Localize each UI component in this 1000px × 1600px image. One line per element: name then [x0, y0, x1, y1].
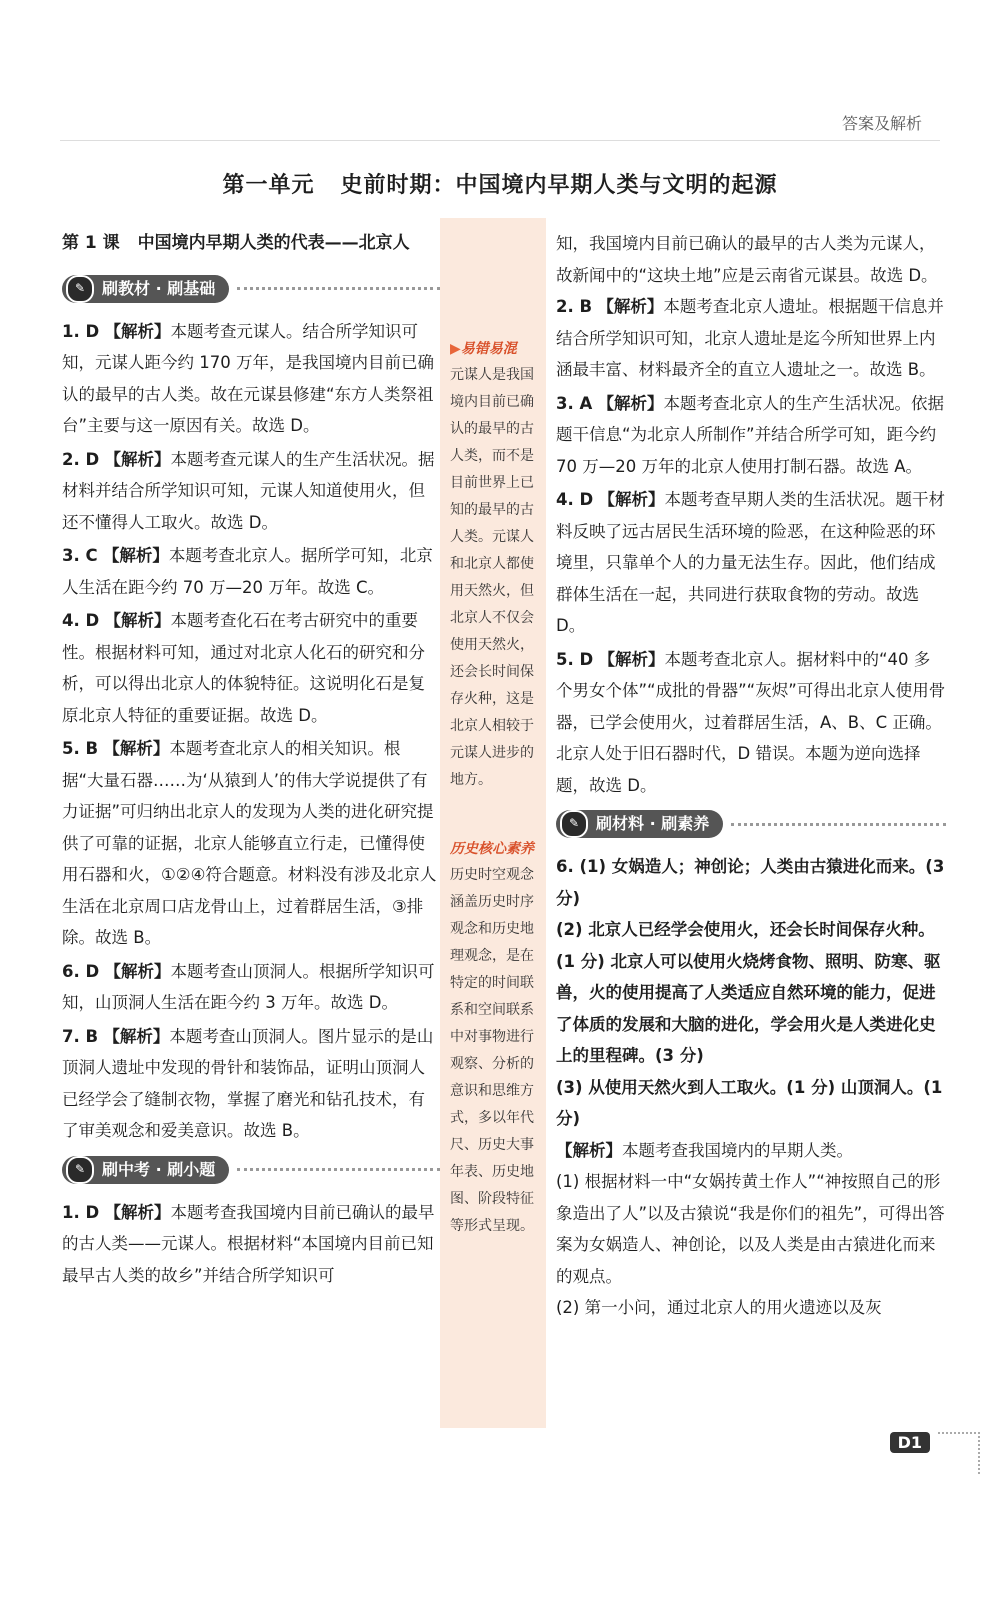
book-icon: ✎: [66, 275, 94, 303]
analysis-tag: 【解析】: [556, 1140, 622, 1160]
question-number: 6. D: [62, 961, 100, 981]
question-text: 本题考查山顶洞人。图片显示的是山顶洞人遗址中发现的骨针和装饰品，证明山顶洞人已经学会了缝制衣物，掌握了磨光和钻孔技术，有了审美观念和爱美意识。故选 B。: [62, 1026, 434, 1140]
mid-question-2: [556, 291, 946, 386]
section-divider: [237, 287, 440, 290]
question-number: 4. D: [556, 490, 594, 509]
analysis-tag: 【解析】: [104, 1202, 171, 1222]
basic-question-3: [62, 540, 440, 603]
question-number: 2. B: [556, 297, 593, 316]
right-column: [556, 228, 946, 1324]
sidebar-head-label: 易错易混: [460, 341, 517, 357]
page-corner-decoration: [938, 1432, 980, 1474]
analysis-tag: 【解析】: [597, 297, 664, 316]
mid-question-3: [556, 388, 946, 483]
analysis-tag: 【解析】: [104, 449, 171, 469]
question-number: 1. D: [62, 1202, 100, 1222]
material-analysis-2: (2) 第一小问，通过北京人的用火遗迹以及灰: [556, 1298, 882, 1317]
page-number: D1: [890, 1432, 930, 1453]
material-q6-part3: (3) 从使用天然火到人工取火。(1 分) 山顶洞人。(1 分): [556, 1077, 943, 1128]
analysis-tag: 【解析】: [598, 649, 665, 669]
question-number: 2. D: [62, 449, 100, 469]
section-basic-pill: [62, 275, 229, 303]
book-icon: ✎: [560, 810, 588, 838]
arrow-icon: ▶: [450, 341, 461, 357]
question-text: 本题考查山顶洞人。根据所学知识可知，山顶洞人生活在距今约 3 万年。故选 D。: [62, 961, 435, 1012]
lesson-number: 第 1 课: [62, 233, 120, 253]
section-basic: [62, 272, 440, 306]
analysis-tag: 【解析】: [597, 393, 664, 413]
header-label: 答案及解析: [841, 114, 922, 133]
left-column: [62, 228, 440, 1293]
unit-title: [0, 168, 1000, 199]
lesson-title: [62, 228, 440, 260]
analysis-tag: 【解析】: [598, 490, 665, 509]
material-analysis-1: (1) 根据材料一中“女娲抟黄土作人”“神按照自己的形象造出了人”以及古猿说“我是你们的祖先”，可得出答案为女娲造人、神创论，以及人类是由古猿进化而来的观点。: [556, 1172, 945, 1286]
section-mid: [62, 1153, 440, 1187]
material-q6-part2: (2) 北京人已经学会使用火，还会长时间保存火种。(1 分) 北京人可以使用火烧烤食物、照明、防寒、驱兽，火的使用提高了人类适应自然环境的能力，促进了体质的发展和大脑的进化，学会用火是人类进化史上的里程碑。(3 分): [556, 920, 941, 1065]
question-text: 本题考查北京人遗址。根据题干信息并结合所学知识可知，北京人遗址是迄今所知世界上内涵最丰富、材料最齐全的直立人遗址之一。故选 B。: [556, 297, 944, 379]
basic-question-4: [62, 605, 440, 731]
section-material-label: 刷材料 · 刷素养: [596, 814, 710, 834]
basic-question-5: [62, 733, 440, 954]
question-text: 本题考查我国境内目前已确认的最早的古人类——元谋人。根据材料“本国境内目前已知最早古人类的故乡”并结合所学知识可: [62, 1202, 435, 1285]
question-text: 本题考查早期人类的生活状况。题干材料反映了远古居民生活环境的险恶，在这种险恶的环境里，只靠单个人的力量无法生存。因此，他们结成群体生活在一起，共同进行获取食物的劳动。故选 D。: [556, 490, 945, 635]
analysis-text: 本题考查我国境内的早期人类。: [622, 1140, 853, 1160]
question-number: 3. C: [62, 546, 98, 565]
header-divider: [60, 140, 940, 141]
unit-title-part1: 第一单元: [222, 173, 315, 198]
analysis-tag: 【解析】: [103, 1026, 170, 1046]
mid-question-5: [556, 644, 946, 802]
question-text: 本题考查元谋人。结合所学知识可知，元谋人距今约 170 万年，是我国境内目前已确认的最早的古人类。故在元谋县修建“东方人类祭祖台”主要与这一原因有关。故选 D。: [62, 321, 434, 435]
question-number: 4. D: [62, 611, 100, 630]
question-number: 5. D: [556, 649, 594, 669]
question-text: 本题考查北京人的相关知识。根据“大量石器……为‘从猿到人’的伟大学说提供了有力证据”可归纳出北京人的发现为人类的进化研究提供了可靠的证据，北京人能够直立行走，已懂得使用石器和火，①②④符合题意。材料没有涉及北京人生活在北京周口店龙骨山上，过着群居生活，③排除。故选 B。: [62, 739, 437, 947]
material-analysis: [556, 1135, 946, 1167]
basic-question-2: [62, 444, 440, 539]
question-number: 3. A: [556, 393, 593, 413]
question-text: 本题考查北京人。据所学可知，北京人生活在距今约 70 万—20 万年。故选 C。: [62, 546, 433, 597]
material-q6-part1: 6. (1) 女娲造人；神创论；人类由古猿进化而来。(3 分): [556, 857, 945, 908]
question-number: 1. D: [62, 321, 100, 341]
analysis-tag: 【解析】: [104, 961, 171, 981]
analysis-tag: 【解析】: [102, 546, 169, 565]
lesson-name: 中国境内早期人类的代表——北京人: [137, 233, 410, 253]
mid-question-1-continuation: 知，我国境内目前已确认的最早的古人类为元谋人，故新闻中的“这块土地”应是云南省元谋县。故选 D。: [556, 234, 938, 285]
mid-question-4: [556, 484, 946, 642]
section-basic-label: 刷教材 · 刷基础: [102, 278, 216, 298]
analysis-tag: 【解析】: [104, 611, 171, 630]
question-text: 本题考查元谋人的生产生活状况。据材料并结合所学知识可知，元谋人知道使用火，但还不懂得人工取火。故选 D。: [62, 449, 435, 532]
section-mid-label: 刷中考 · 刷小题: [102, 1159, 216, 1179]
section-divider: [731, 823, 946, 826]
sidebar-head-label: 历史核心素养: [450, 841, 534, 857]
section-material: [556, 807, 946, 841]
section-material-pill: [556, 810, 723, 838]
sidebar-body-mistakes: 元谋人是我国境内目前已确认的最早的古人类，而不是目前世界上已知的最早的古人类。元谋人和北京人都使用天然火，但北京人不仅会使用天然火，还会长时间保存火种，这是北京人相较于元谋人进步的地方。: [450, 367, 534, 788]
analysis-tag: 【解析】: [103, 739, 170, 758]
sidebar-notes: [440, 218, 546, 1428]
sidebar-head-mistakes: [440, 338, 546, 358]
unit-title-part2: 史前时期：中国境内早期人类与文明的起源: [340, 173, 778, 198]
question-number: 7. B: [62, 1026, 99, 1046]
section-divider: [237, 1168, 440, 1171]
section-mid-pill: [62, 1156, 229, 1184]
book-icon: ✎: [66, 1156, 94, 1184]
basic-question-1: [62, 316, 440, 442]
sidebar-body-literacy: 历史时空观念涵盖历史时序观念和历史地理观念，是在特定的时间联系和空间联系中对事物进行观察、分析的意识和思维方式，多以年代尺、历史大事年表、历史地图、阶段特征等形式呈现。: [450, 867, 534, 1234]
basic-question-6: [62, 956, 440, 1019]
sidebar-head-literacy: [440, 838, 546, 858]
basic-question-7: [62, 1021, 440, 1147]
question-text: 本题考查北京人。据材料中的“40 多个男女个体”“成批的骨器”“灰烬”可得出北京人使用骨器，已学会使用火，过着群居生活，A、B、C 正确。北京人处于旧石器时代，D 错误。本题为逆向选择题，故选 D。: [556, 649, 946, 795]
question-number: 5. B: [62, 739, 99, 758]
mid-question-1: [62, 1197, 440, 1292]
question-text: 本题考查北京人的生产生活状况。依据题干信息“为北京人所制作”并结合所学可知，距今约 70 万—20 万年的北京人使用打制石器。故选 A。: [556, 393, 945, 476]
analysis-tag: 【解析】: [104, 321, 171, 341]
question-text: 本题考查化石在考古研究中的重要性。根据材料可知，通过对北京人化石的研究和分析，可以得出北京人的体貌特征。这说明化石是复原北京人特征的重要证据。故选 D。: [62, 611, 425, 725]
